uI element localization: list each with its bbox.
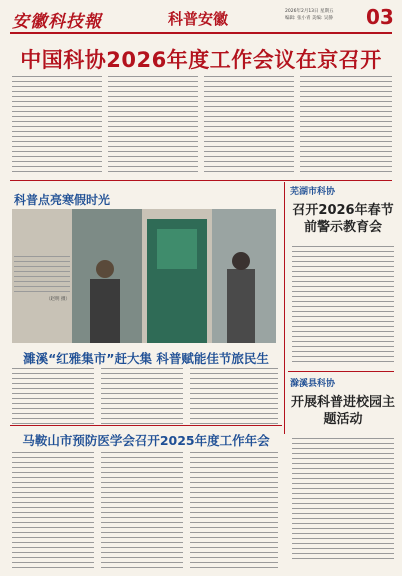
caption-author: （赵明 摄） [46, 297, 70, 302]
photo-block-title: 科普点亮寒假时光 [14, 193, 111, 207]
lead-headline: 中国科协2026年度工作会议在京召开 [20, 48, 382, 72]
column-divider [284, 182, 285, 434]
story1-bottom-rule [288, 371, 394, 372]
mid-column-3 [190, 368, 278, 428]
issue-meta [285, 8, 333, 22]
masthead [0, 0, 402, 34]
story2-section-label: 滁溪县科协 [290, 379, 336, 389]
story1-body [292, 246, 394, 366]
masthead-rule [10, 32, 392, 34]
story2-body [292, 438, 394, 563]
bottom-column-3 [190, 452, 278, 572]
mid-column-1 [12, 368, 94, 428]
lead-column-2 [108, 76, 198, 176]
mid-story-title: 濉溪“红雅集市”赶大集 科普赋能佳节旅民生 [23, 351, 269, 366]
bottom-column-1 [12, 452, 94, 572]
lead-bottom-rule [10, 180, 392, 181]
issue-editors: 编辑: 张小青 美编: 吴静 [285, 16, 333, 21]
section-title: 科普安徽 [168, 10, 229, 28]
lead-column-4 [300, 76, 392, 176]
paper-title: 安徽科技報 [12, 12, 102, 32]
lead-column-1 [12, 76, 102, 176]
lead-column-3 [204, 76, 294, 176]
bottom-column-2 [101, 452, 183, 572]
photo-caption [14, 208, 70, 310]
issue-date: 2026年2月13日 星期五 [285, 9, 334, 14]
mid-column-2 [101, 368, 183, 428]
page-number: 03 [366, 5, 394, 29]
bottom-story-title: 马鞍山市预防医学会召开2025年度工作年会 [22, 433, 270, 448]
story1-title: 召开2026年春节前警示教育会 [292, 203, 394, 235]
story2-title: 开展科普进校园主题活动 [290, 395, 395, 427]
mid-bottom-rule [10, 425, 282, 426]
story1-section-label: 芜湖市科协 [290, 187, 336, 197]
